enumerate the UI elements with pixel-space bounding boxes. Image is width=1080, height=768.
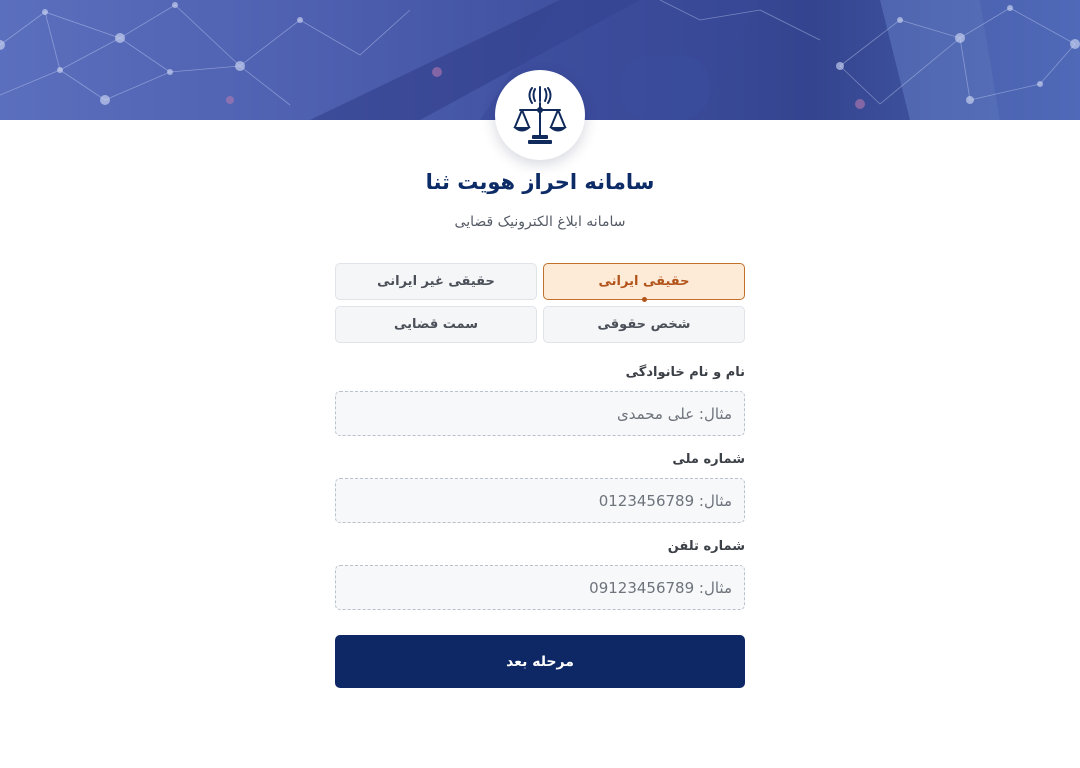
full-name-input[interactable]	[335, 391, 745, 436]
tab-iranian-individual[interactable]: حقیقی ایرانی	[543, 263, 745, 300]
phone-label: شماره تلفن	[667, 539, 745, 554]
tab-foreign-individual[interactable]: حقیقی غیر ایرانی	[335, 263, 537, 300]
logo-emblem	[495, 70, 585, 160]
tab-judicial-position[interactable]: سمت قضایی	[335, 306, 537, 343]
scales-of-justice-icon	[510, 83, 570, 147]
national-id-label: شماره ملی	[672, 452, 745, 467]
tab-legal-entity[interactable]: شخص حقوقی	[543, 306, 745, 343]
full-name-label: نام و نام خانوادگی	[625, 365, 745, 380]
page-title: سامانه احراز هویت ثنا	[425, 170, 655, 194]
national-id-input[interactable]	[335, 478, 745, 523]
next-step-button[interactable]: مرحله بعد	[335, 635, 745, 688]
phone-input[interactable]	[335, 565, 745, 610]
page-subtitle: سامانه ابلاغ الکترونیک قضایی	[454, 214, 626, 230]
